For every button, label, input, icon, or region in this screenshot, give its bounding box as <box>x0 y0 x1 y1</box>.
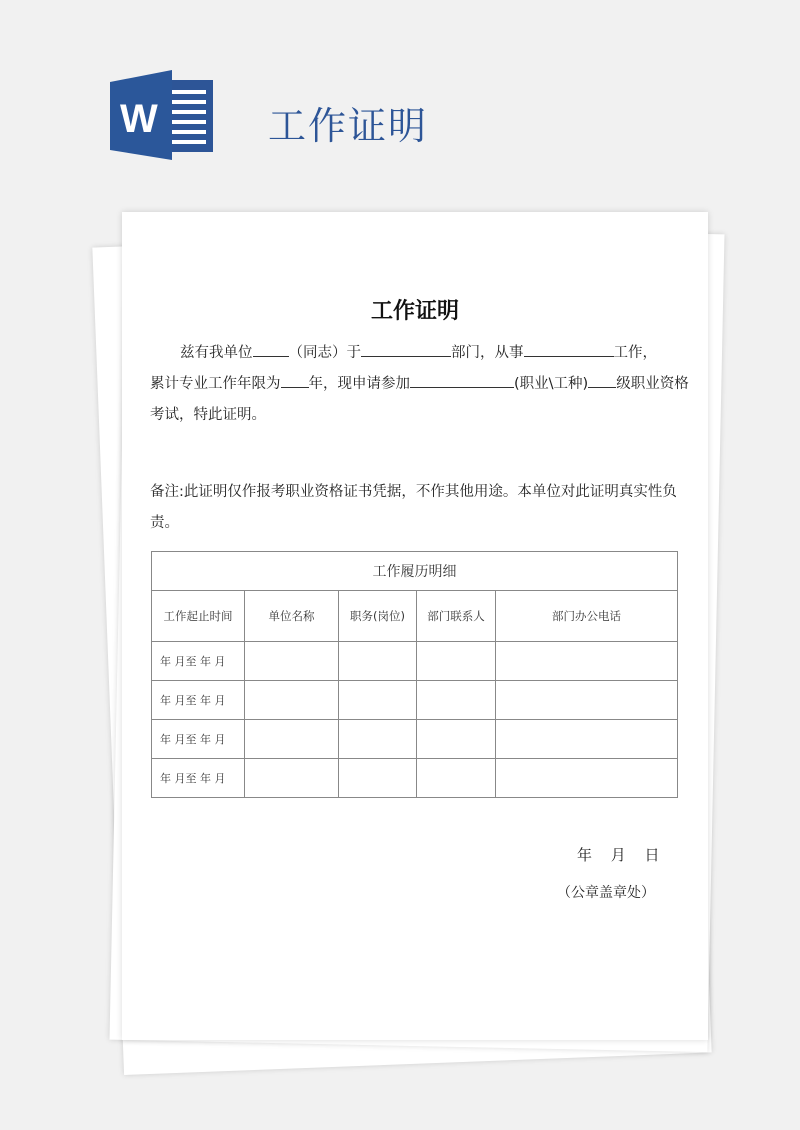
cell <box>496 720 678 759</box>
cell: 年 月至 年 月 <box>152 759 245 798</box>
column-header: 部门办公电话 <box>496 591 678 642</box>
table-row <box>152 642 678 681</box>
cell <box>245 642 339 681</box>
cell <box>417 759 496 798</box>
column-header: 工作起止时间 <box>152 591 245 642</box>
cell: 年 月至 年 月 <box>152 681 245 720</box>
certificate-paragraph: 兹有我单位 （同志）于 部门，从事 工作， 累计专业工作年限为 年，现申请参加 (职业\工种) 级职业资格考试，特此证明。 <box>150 345 689 423</box>
cell <box>417 642 496 681</box>
cell: 年 月至 年 月 <box>152 720 245 759</box>
table-row <box>152 681 678 720</box>
work-history-table <box>151 551 678 798</box>
cell <box>496 681 678 720</box>
cell <box>496 642 678 681</box>
cell <box>339 681 417 720</box>
column-header: 部门联系人 <box>417 591 496 642</box>
column-header: 单位名称 <box>245 591 339 642</box>
header-title: 工作证明 <box>268 104 429 148</box>
cell <box>417 681 496 720</box>
cell <box>245 759 339 798</box>
table-row <box>152 759 678 798</box>
document-title: 工作证明 <box>370 299 459 324</box>
table-row <box>152 720 678 759</box>
cell <box>339 759 417 798</box>
cell <box>245 720 339 759</box>
svg-text:W: W <box>120 97 158 141</box>
cell <box>339 642 417 681</box>
cell <box>496 759 678 798</box>
table-title: 工作履历明细 <box>152 552 678 591</box>
column-header: 职务(岗位) <box>339 591 417 642</box>
word-icon <box>110 70 215 160</box>
seal-placeholder: （公章盖章处） <box>557 885 655 901</box>
cell <box>417 720 496 759</box>
cell <box>245 681 339 720</box>
cell <box>339 720 417 759</box>
document-page <box>122 212 708 1040</box>
cell: 年 月至 年 月 <box>152 642 245 681</box>
note-paragraph: 备注:此证明仅作报考职业资格证书凭据，不作其他用途。本单位对此证明真实性负责。 <box>150 484 677 531</box>
date-line: 年 月 日 <box>577 846 660 864</box>
